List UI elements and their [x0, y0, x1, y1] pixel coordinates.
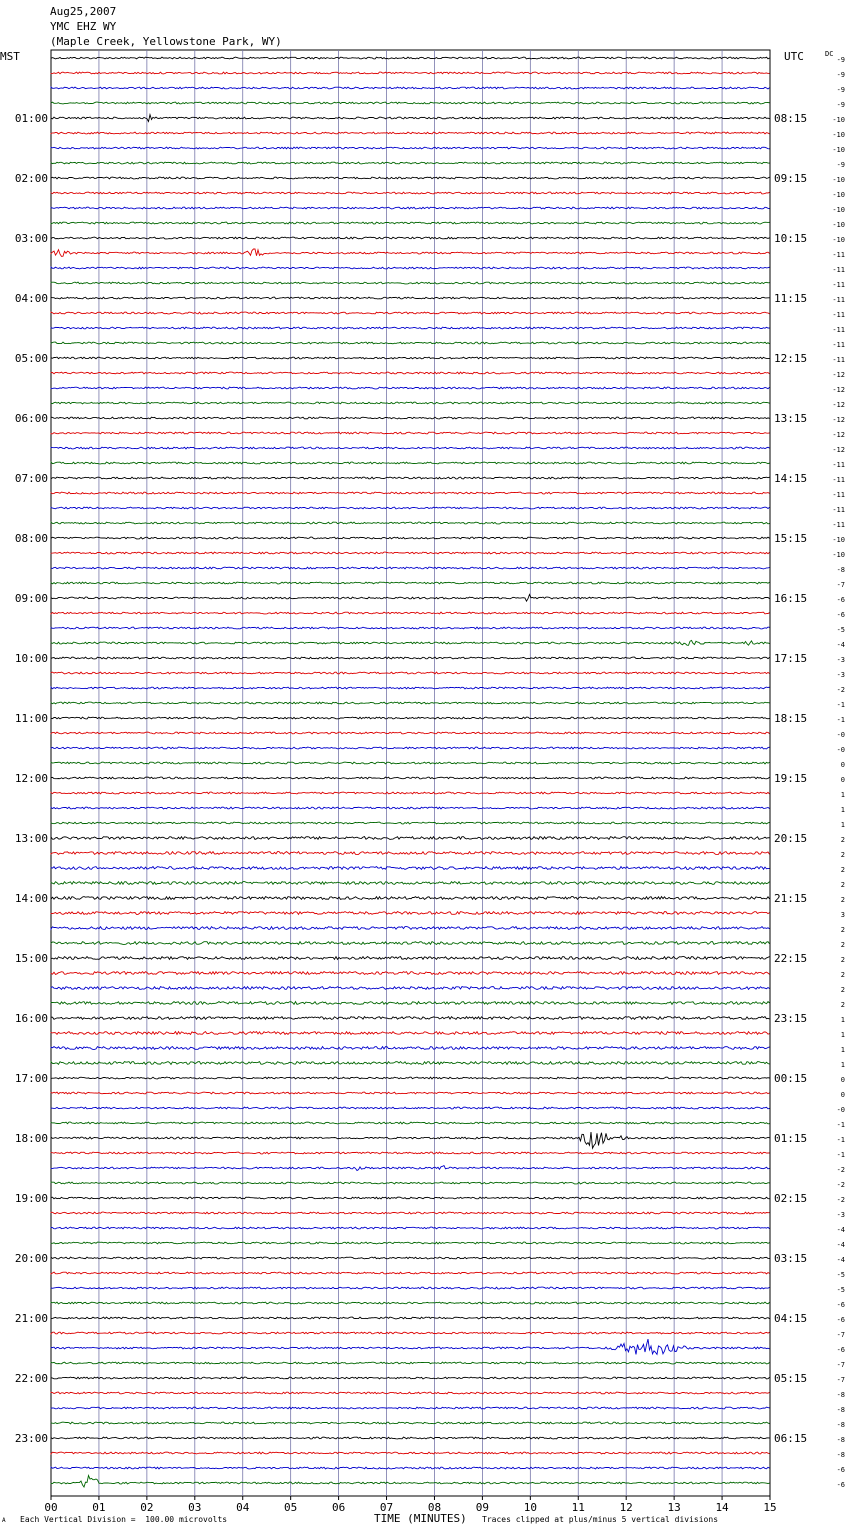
dc-offset-value: -12 [832, 446, 845, 454]
trace-line [51, 1017, 770, 1020]
trace-line [51, 162, 770, 164]
x-tick-label: 03 [188, 1501, 202, 1514]
dc-offset-value: 0 [840, 776, 845, 784]
trace-line [51, 657, 770, 659]
dc-offset-value: -11 [832, 461, 845, 469]
trace-line [51, 192, 770, 194]
trace-line [51, 432, 770, 434]
dc-offset-value: -6 [836, 611, 845, 619]
dc-offset-value: 0 [840, 1076, 845, 1084]
utc-hour-label: 15:15 [774, 532, 808, 545]
trace-line [51, 1132, 770, 1148]
trace-line [51, 640, 770, 645]
trace-line [51, 1437, 770, 1439]
dc-offset-value: -4 [836, 1226, 845, 1234]
dc-offset-value: -11 [832, 341, 845, 349]
dc-offset-value: -1 [836, 1136, 845, 1144]
trace-line [51, 927, 770, 930]
dc-offset-value: 1 [840, 1031, 845, 1039]
x-axis-title: TIME (MINUTES) [374, 1512, 467, 1525]
mst-hour-label: 22:00 [14, 1372, 48, 1385]
trace-line [51, 1452, 770, 1454]
mst-hour-label: 23:00 [14, 1432, 48, 1445]
dc-offset-value: 1 [840, 1061, 845, 1069]
trace-line [51, 957, 770, 960]
trace-line [51, 972, 770, 975]
x-tick-label: 14 [715, 1501, 729, 1514]
dc-offset-value: -12 [832, 401, 845, 409]
dc-offset-value: -5 [836, 1271, 845, 1279]
dc-offset-value: -12 [832, 416, 845, 424]
dc-offset-value: -10 [832, 146, 845, 154]
trace-line [51, 702, 770, 704]
mst-hour-label: 15:00 [14, 952, 48, 965]
trace-line [51, 1047, 770, 1050]
trace-line [51, 1107, 770, 1109]
trace-line [51, 1166, 770, 1171]
utc-hour-label: 21:15 [774, 892, 808, 905]
mst-hour-label: 14:00 [14, 892, 48, 905]
trace-line [51, 867, 770, 870]
trace-line [51, 115, 770, 122]
dc-offset-value: -0 [836, 1106, 845, 1114]
utc-hour-label: 18:15 [774, 712, 808, 725]
dc-offset-value: -7 [836, 581, 845, 589]
trace-line [51, 537, 770, 539]
mst-hour-label: 02:00 [14, 172, 48, 185]
trace-line [51, 1077, 770, 1079]
mst-hour-label: 17:00 [14, 1072, 48, 1085]
utc-hour-label: 17:15 [774, 652, 808, 665]
dc-offset-value: -1 [836, 716, 845, 724]
mst-hour-label: 18:00 [14, 1132, 48, 1145]
dc-offset-value: 0 [840, 761, 845, 769]
trace-line [51, 222, 770, 224]
dc-offset-value: -11 [832, 476, 845, 484]
mst-hour-label: 03:00 [14, 232, 48, 245]
utc-hour-label: 16:15 [774, 592, 808, 605]
dc-offset-value: 2 [840, 1001, 845, 1009]
x-tick-label: 13 [667, 1501, 681, 1514]
trace-line [51, 1272, 770, 1274]
dc-offset-value: 2 [840, 896, 845, 904]
mst-hour-label: 11:00 [14, 712, 48, 725]
dc-offset-value: -12 [832, 371, 845, 379]
trace-line [51, 1317, 770, 1319]
x-tick-label: 01 [92, 1501, 106, 1514]
trace-line [51, 687, 770, 689]
dc-offset-value: 2 [840, 881, 845, 889]
dc-offset-value: -7 [836, 1376, 845, 1384]
trace-line [51, 1257, 770, 1259]
utc-hour-label: 19:15 [774, 772, 808, 785]
trace-line [51, 462, 770, 464]
dc-offset-value: -1 [836, 1121, 845, 1129]
dc-offset-value: 2 [840, 941, 845, 949]
trace-line [51, 792, 770, 794]
dc-offset-value: -4 [836, 1241, 845, 1249]
utc-hour-label: 22:15 [774, 952, 808, 965]
trace-line [51, 852, 770, 855]
utc-hour-label: 13:15 [774, 412, 808, 425]
dc-offset-value: -11 [832, 311, 845, 319]
trace-line [51, 567, 770, 569]
trace-line [51, 342, 770, 344]
dc-offset-value: -10 [832, 116, 845, 124]
x-tick-label: 10 [523, 1501, 537, 1514]
dc-offset-value: -10 [832, 131, 845, 139]
mst-hour-label: 08:00 [14, 532, 48, 545]
trace-line [51, 147, 770, 149]
x-tick-label: 07 [379, 1501, 394, 1514]
trace-line [51, 447, 770, 449]
dc-offset-value: -9 [836, 71, 845, 79]
trace-line [51, 552, 770, 554]
dc-offset-value: -11 [832, 521, 845, 529]
trace-line [51, 102, 770, 104]
clipping-note: Traces clipped at plus/minus 5 vertical divisions [482, 1515, 719, 1524]
dc-offset-value: -8 [836, 1451, 845, 1459]
utc-hour-label: 06:15 [774, 1432, 808, 1445]
dc-offset-value: 1 [840, 1046, 845, 1054]
trace-line [51, 747, 770, 749]
trace-line [51, 1339, 770, 1354]
dc-offset-value: 1 [840, 806, 845, 814]
trace-line [51, 297, 770, 299]
trace-line [51, 912, 770, 915]
dc-offset-value: -11 [832, 266, 845, 274]
utc-hour-label: 04:15 [774, 1312, 808, 1325]
trace-line [51, 1212, 770, 1214]
trace-line [51, 387, 770, 389]
trace-line [51, 777, 770, 779]
chart-date: Aug25,2007 [50, 5, 117, 18]
dc-offset-value: -6 [836, 596, 845, 604]
trace-line [51, 477, 770, 479]
mst-hour-label: 05:00 [14, 352, 48, 365]
utc-hour-label: 12:15 [774, 352, 808, 365]
dc-offset-value: -0 [836, 746, 845, 754]
trace-line [51, 942, 770, 945]
dc-offset-value: -12 [832, 386, 845, 394]
dc-offset-value: -11 [832, 491, 845, 499]
trace-line [51, 594, 770, 601]
dc-offset-value: -2 [836, 1181, 845, 1189]
trace-line [51, 627, 770, 629]
dc-offset-value: -8 [836, 1436, 845, 1444]
dc-offset-value: 2 [840, 926, 845, 934]
dc-offset-value: -8 [836, 1391, 845, 1399]
utc-hour-label: 08:15 [774, 112, 808, 125]
dc-offset-value: -8 [836, 1406, 845, 1414]
trace-line [51, 1422, 770, 1424]
mst-hour-label: 04:00 [14, 292, 48, 305]
trace-line [51, 522, 770, 524]
trace-line [51, 507, 770, 509]
dc-offset-value: -11 [832, 356, 845, 364]
trace-line [51, 837, 770, 840]
trace-line [51, 582, 770, 584]
dc-offset-value: -4 [836, 1256, 845, 1264]
station-location: (Maple Creek, Yellowstone Park, WY) [50, 35, 282, 48]
dc-offset-value: -6 [836, 1481, 845, 1489]
dc-offset-value: -11 [832, 296, 845, 304]
dc-offset-value: -0 [836, 731, 845, 739]
dc-offset-value: -3 [836, 1211, 845, 1219]
trace-line [51, 57, 770, 59]
dc-offset-header: DC [825, 50, 834, 58]
trace-line [51, 1062, 770, 1065]
x-tick-label: 15 [763, 1501, 777, 1514]
utc-hour-label: 20:15 [774, 832, 808, 845]
dc-offset-value: -11 [832, 506, 845, 514]
dc-offset-value: -10 [832, 206, 845, 214]
trace-line [51, 1407, 770, 1409]
dc-offset-value: 1 [840, 821, 845, 829]
x-tick-label: 05 [284, 1501, 298, 1514]
dc-offset-value: -3 [836, 656, 845, 664]
utc-hour-label: 09:15 [774, 172, 808, 185]
trace-line [51, 357, 770, 359]
mst-hour-label: 10:00 [14, 652, 48, 665]
trace-line [51, 1122, 770, 1124]
dc-offset-value: -6 [836, 1301, 845, 1309]
mst-hour-label: 07:00 [14, 472, 48, 485]
dc-offset-value: -10 [832, 236, 845, 244]
utc-hour-label: 02:15 [774, 1192, 808, 1205]
mst-hour-label: 09:00 [14, 592, 48, 605]
plot-frame [51, 50, 770, 1496]
station-name: YMC EHZ WY [50, 20, 117, 33]
mst-hour-label: 13:00 [14, 832, 48, 845]
trace-line [51, 87, 770, 89]
trace-line [51, 1002, 770, 1005]
dc-offset-value: -9 [836, 161, 845, 169]
dc-offset-value: -10 [832, 551, 845, 559]
dc-offset-value: 1 [840, 1016, 845, 1024]
dc-offset-value: -3 [836, 671, 845, 679]
trace-line [51, 1197, 770, 1199]
dc-offset-value: -7 [836, 1361, 845, 1369]
trace-line [51, 807, 770, 809]
trace-line [51, 1392, 770, 1394]
trace-line [51, 1242, 770, 1244]
utc-hour-label: 01:15 [774, 1132, 808, 1145]
utc-hour-label: 00:15 [774, 1072, 808, 1085]
dc-offset-value: -6 [836, 1316, 845, 1324]
dc-offset-value: 3 [840, 911, 845, 919]
x-tick-label: 11 [571, 1501, 585, 1514]
trace-line [51, 327, 770, 329]
dc-offset-value: 2 [840, 866, 845, 874]
trace-line [51, 1467, 770, 1469]
dc-offset-value: 2 [840, 986, 845, 994]
dc-offset-value: -10 [832, 191, 845, 199]
x-tick-label: 04 [236, 1501, 250, 1514]
utc-hour-label: 23:15 [774, 1012, 808, 1025]
trace-line [51, 762, 770, 764]
vertical-scale-note: Each Vertical Division = 100.00 microvolts [20, 1515, 228, 1524]
trace-line [51, 1302, 770, 1304]
mst-hour-label: 21:00 [14, 1312, 48, 1325]
dc-offset-value: 0 [840, 1091, 845, 1099]
trace-line [51, 717, 770, 719]
dc-offset-value: 2 [840, 971, 845, 979]
dc-offset-value: -10 [832, 176, 845, 184]
dc-offset-value: -1 [836, 1151, 845, 1159]
trace-line [51, 897, 770, 900]
mst-hour-label: 12:00 [14, 772, 48, 785]
mst-hour-label: 20:00 [14, 1252, 48, 1265]
dc-offset-value: -6 [836, 1466, 845, 1474]
dc-offset-value: -9 [836, 56, 845, 64]
trace-line [51, 1227, 770, 1229]
trace-line [51, 672, 770, 674]
corner-mark: A [2, 1517, 6, 1524]
dc-offset-value: -4 [836, 641, 845, 649]
dc-offset-value: 2 [840, 956, 845, 964]
trace-line [51, 1362, 770, 1364]
trace-line [51, 207, 770, 209]
trace-line [51, 237, 770, 239]
dc-offset-value: -11 [832, 326, 845, 334]
trace-line [51, 72, 770, 74]
x-tick-label: 09 [475, 1501, 490, 1514]
dc-offset-value: -2 [836, 1196, 845, 1204]
trace-line [51, 1287, 770, 1289]
dc-offset-value: -8 [836, 1421, 845, 1429]
trace-line [51, 282, 770, 284]
dc-offset-value: 2 [840, 851, 845, 859]
trace-line [51, 267, 770, 269]
dc-offset-value: -5 [836, 626, 845, 634]
trace-line [51, 1332, 770, 1334]
dc-offset-value: -6 [836, 1346, 845, 1354]
trace-line [51, 177, 770, 179]
trace-line [51, 612, 770, 614]
dc-offset-value: 1 [840, 791, 845, 799]
right-timezone-label: UTC [784, 50, 804, 63]
dc-offset-value: -12 [832, 431, 845, 439]
trace-line [51, 249, 770, 256]
dc-offset-value: -10 [832, 536, 845, 544]
dc-offset-value: -10 [832, 221, 845, 229]
x-tick-label: 12 [619, 1501, 633, 1514]
trace-line [51, 882, 770, 885]
trace-line [51, 987, 770, 990]
utc-hour-label: 14:15 [774, 472, 808, 485]
trace-line [51, 1182, 770, 1184]
dc-offset-value: 2 [840, 836, 845, 844]
trace-line [51, 732, 770, 734]
dc-offset-value: -7 [836, 1331, 845, 1339]
trace-line [51, 1032, 770, 1035]
trace-line [51, 1377, 770, 1379]
utc-hour-label: 05:15 [774, 1372, 808, 1385]
dc-offset-value: -9 [836, 101, 845, 109]
x-tick-label: 08 [427, 1501, 442, 1514]
dc-offset-value: -11 [832, 281, 845, 289]
trace-line [51, 1476, 770, 1488]
trace-line [51, 312, 770, 314]
mst-hour-label: 16:00 [14, 1012, 48, 1025]
x-tick-label: 00 [44, 1501, 58, 1514]
trace-line [51, 372, 770, 374]
trace-line [51, 132, 770, 134]
trace-line [51, 822, 770, 824]
dc-offset-value: -2 [836, 686, 845, 694]
utc-hour-label: 10:15 [774, 232, 808, 245]
dc-offset-value: -8 [836, 566, 845, 574]
dc-offset-value: -9 [836, 86, 845, 94]
x-tick-label: 02 [140, 1501, 154, 1514]
trace-line [51, 492, 770, 494]
dc-offset-value: -1 [836, 701, 845, 709]
dc-offset-value: -11 [832, 251, 845, 259]
trace-line [51, 402, 770, 404]
mst-hour-label: 06:00 [14, 412, 48, 425]
mst-hour-label: 01:00 [14, 112, 48, 125]
dc-offset-value: -2 [836, 1166, 845, 1174]
mst-hour-label: 19:00 [14, 1192, 48, 1205]
trace-line [51, 1152, 770, 1154]
trace-line [51, 1092, 770, 1094]
utc-hour-label: 11:15 [774, 292, 808, 305]
utc-hour-label: 03:15 [774, 1252, 808, 1265]
left-timezone-label: MST [0, 50, 20, 63]
trace-line [51, 417, 770, 419]
x-tick-label: 06 [331, 1501, 346, 1514]
dc-offset-value: -5 [836, 1286, 845, 1294]
